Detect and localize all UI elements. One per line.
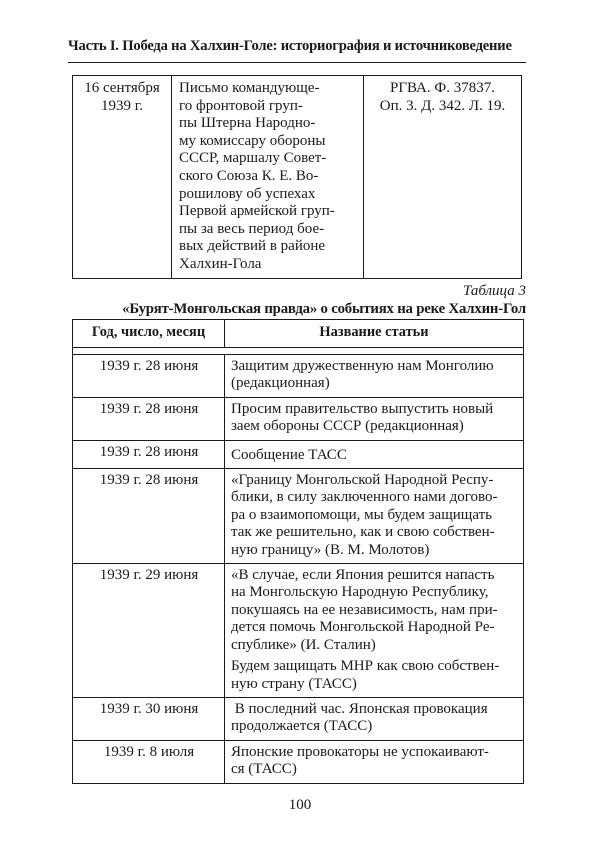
date-cell: 1939 г. 30 июня: [73, 697, 225, 740]
table-header-spacer: [73, 348, 524, 355]
source-cell: РГВА. Ф. 37837. Оп. 3. Д. 342. Л. 19.: [364, 76, 522, 279]
description-cell: Письмо командующе- го фронтовой груп- пы Штерна Народно- му комиссару обороны СССР, маршалу Совет- ского Союза К. Е. Во- рошилову об успехах Первой армейской груп- пы за весь период бое- вых действий в районе Халхин-Гола: [172, 76, 364, 279]
article-title-cell: В последний час. Японская провокация продолжается (ТАСС): [225, 697, 524, 740]
date-cell: 16 сентября 1939 г.: [73, 76, 172, 279]
date-cell: 1939 г. 8 июля: [73, 740, 225, 783]
table-row: [73, 76, 522, 279]
header-rule: [68, 62, 526, 63]
column-header-title: Название статьи: [225, 320, 524, 348]
table-row: [73, 440, 524, 468]
date-cell: 1939 г. 29 июня: [73, 564, 225, 698]
article-title-cell: «В случае, если Япония решится напасть на Монгольскую Народную Республику, покушаясь на ее независимость, нам при- дется помочь Монгольской Народной Ре- спублике» (И. Сталин) Будем защищать МНР как свою собствен- ную страну (ТАСС): [225, 564, 524, 698]
table-row: [73, 740, 524, 783]
date-cell: 1939 г. 28 июня: [73, 397, 225, 440]
article-title-cell: Защитим дружественную нам Монголию (редакционная): [225, 355, 524, 398]
table-row: [73, 564, 524, 698]
article-title-cell: Сообщение ТАСС: [225, 440, 524, 468]
article-title-cell: «Границу Монгольской Народной Респу- блики, в силу заключенного нами догово- ра о взаимопомощи, мы будем защищать так же решительно, как и свою собствен- ную границу» (В. М. Молотов): [225, 469, 524, 564]
date-cell: 1939 г. 28 июня: [73, 469, 225, 564]
table-header-row: [73, 320, 524, 348]
table-row: [73, 355, 524, 398]
running-header: Часть I. Победа на Халхин-Голе: историография и источниковедение: [68, 38, 512, 54]
table-label: Таблица 3: [463, 283, 526, 299]
date-cell: 1939 г. 28 июня: [73, 355, 225, 398]
page-number: 100: [288, 797, 312, 813]
archive-source-table: [72, 75, 522, 279]
date-cell: 1939 г. 28 июня: [73, 440, 225, 468]
table-row: [73, 697, 524, 740]
article-title-cell: Просим правительство выпустить новый заем обороны СССР (редакционная): [225, 397, 524, 440]
article-title-cell: Японские провокаторы не успокаивают- ся (ТАСС): [225, 740, 524, 783]
table-title: «Бурят-Монгольская правда» о событиях на реке Халхин-Гол: [122, 301, 526, 317]
newspaper-articles-table: [72, 319, 524, 784]
table-row: [73, 397, 524, 440]
column-header-date: Год, число, месяц: [73, 320, 225, 348]
table-row: [73, 469, 524, 564]
